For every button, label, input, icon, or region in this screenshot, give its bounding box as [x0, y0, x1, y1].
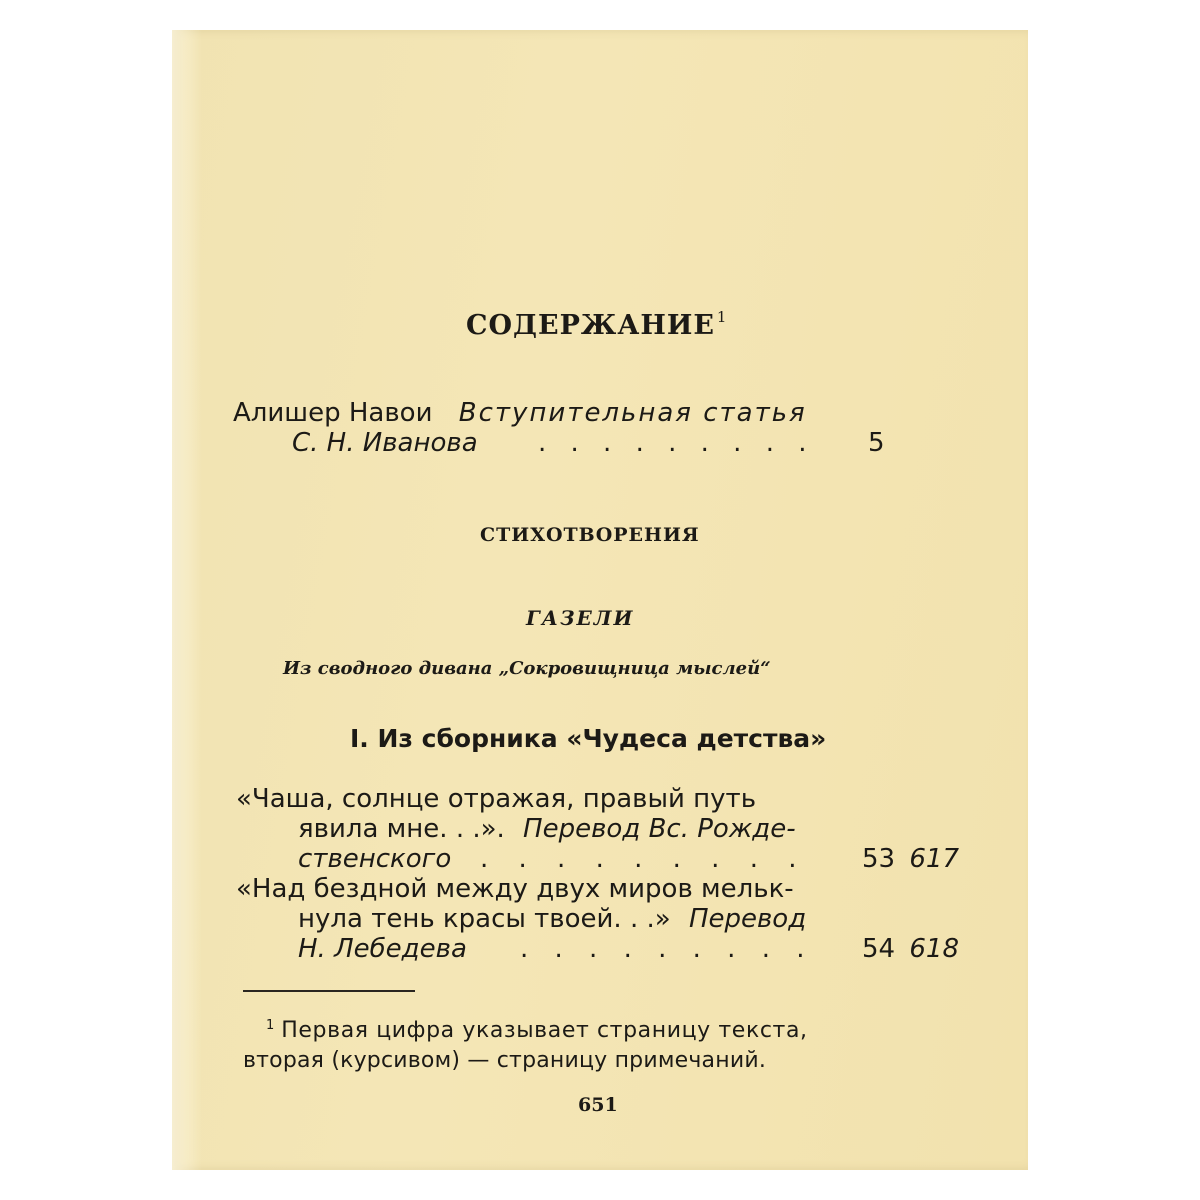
toc-intro-by: С. Н. Иванова	[292, 428, 478, 458]
subsection-heading: ГАЗЕЛИ	[526, 606, 635, 630]
poem-1-page: 53 617	[862, 844, 959, 874]
footnote-divider	[243, 990, 415, 992]
toc-intro-label: Вступительная статья	[458, 398, 807, 428]
poem-2-line3: Н. Лебедева	[298, 934, 467, 964]
poem-2-line1: «Над бездной между двух миров мельк-	[236, 874, 794, 904]
poem-2-page: 54 618	[862, 934, 959, 964]
poem-1-line2: явила мне. . .». Перевод Вс. Рожде-	[298, 814, 796, 844]
poem-2-dots: . . . . . . . . .	[520, 934, 814, 964]
poem-2-note-page: 618	[909, 934, 959, 964]
book-page	[172, 30, 1028, 1170]
title-footnote-marker: 1	[716, 308, 728, 326]
toc-intro-dots: . . . . . . . . .	[538, 428, 815, 458]
footnote-marker: 1	[266, 1018, 275, 1033]
toc-intro-author: Алишер Навои	[233, 398, 433, 428]
poem-1-line1: «Чаша, солнце отражая, правый путь	[236, 784, 757, 814]
toc-intro-line1	[233, 398, 807, 428]
footnote-line2: вторая (курсивом) — страницу примечаний.	[243, 1048, 767, 1073]
poem-1-note-page: 617	[909, 844, 959, 874]
divan-heading: Из сводного дивана „Сокровищница мыслей“	[283, 658, 771, 679]
poem-1-dots: . . . . . . . . .	[480, 844, 808, 874]
toc-intro-page: 5	[868, 428, 885, 458]
footnote-line1: $^1$ Первая цифра указывает страницу текста,	[266, 1018, 808, 1043]
page-number: 651	[578, 1094, 618, 1116]
page-title: СОДЕРЖАНИЕ $^1$	[466, 308, 728, 341]
poem-1-line3: ственского	[298, 844, 452, 874]
poem-2-line2: нула тень красы твоей. . .» Перевод	[298, 904, 807, 934]
section-heading: СТИХОТВОРЕНИЯ	[480, 524, 700, 546]
collection-heading: I. Из сборника «Чудеса детства»	[350, 724, 827, 753]
